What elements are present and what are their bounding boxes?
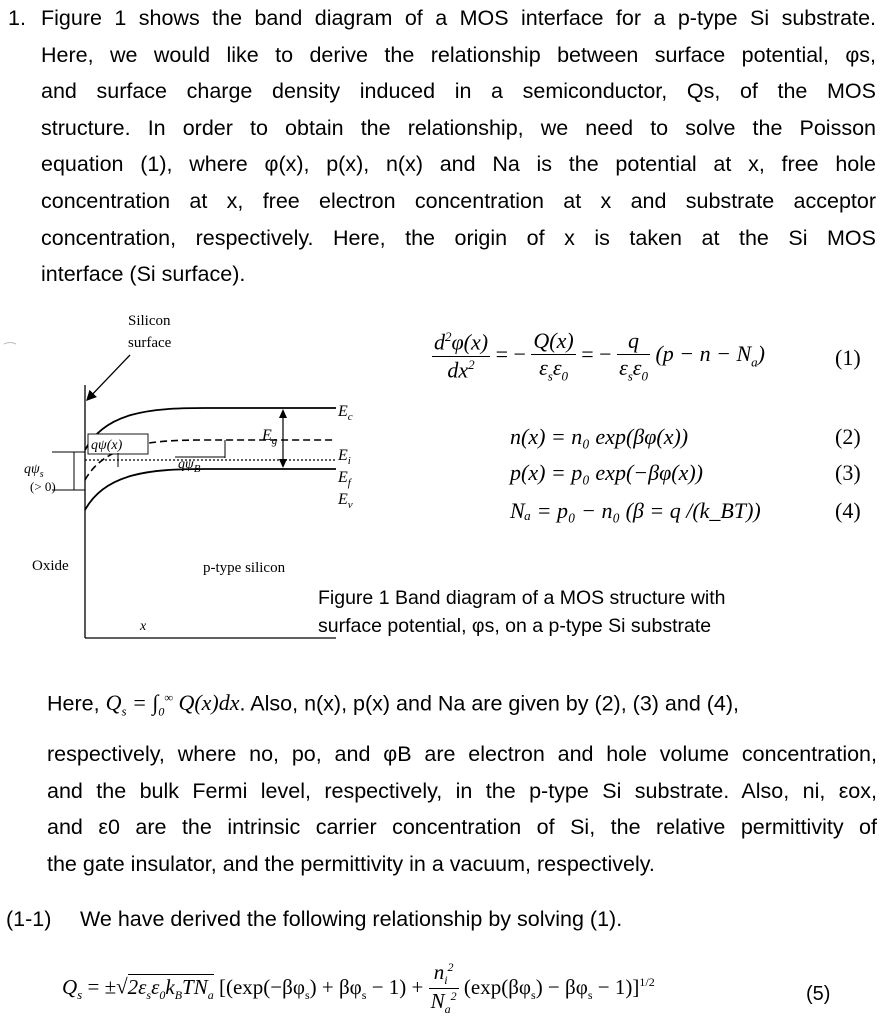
eq3-number: (3)	[835, 460, 861, 485]
qpsi-x-label: qψ(x)	[91, 438, 123, 453]
figure-caption	[318, 584, 726, 640]
para2-line-2: respectively, where no, po, and φB are electron and hole volume concentration,	[47, 742, 877, 766]
caption-line-1: Figure 1 Band diagram of a MOS structure with	[318, 587, 726, 609]
caption-line-2: surface potential, φs, on a p-type Si substrate	[318, 615, 712, 637]
eq2-number: (2)	[835, 424, 861, 449]
ef-label: $E_f$	[338, 469, 351, 489]
oxide-label: Oxide	[32, 558, 69, 574]
para2-line-5: the gate insulator, and the permittivity in a vacuum, respectively.	[47, 851, 655, 876]
margin-mark	[4, 343, 16, 345]
problem-number: 1.	[8, 6, 26, 30]
ptype-label: p-type silicon	[203, 560, 286, 576]
problem-line-6: concentration at x, free electron concentration at x and substrate acceptor	[41, 188, 876, 213]
equation-5: $Q_s = \pm√2\varepsilon_s\varepsilon_0k_BTN_a$ [$(\exp(-\beta\varphi_s) + \beta\varphi_s - 1)$ + $\frac{n_i^2}{N_a^2}$ $(\exp(\beta\varphi_s) - \beta\varphi_s - 1)]^{1/2}$	[62, 960, 655, 1017]
eg-arrow-head-bottom	[279, 459, 287, 468]
ev-band	[85, 469, 336, 510]
problem-line-5: equation (1), where φ(x), p(x), n(x) and Na is the potential at x, free hole	[41, 152, 876, 177]
problem-line-3: and surface charge density induced in a semiconductor, Qs, of the MOS	[41, 79, 876, 104]
subquestion-label: (1-1)	[6, 907, 52, 931]
equation-1: $\frac{d^2\varphi(x)}{dx^2}$ = − $\frac{Q(x)}{\varepsilon_s\varepsilon_0}$ = − $\frac{q}{\varepsilon_s\varepsilon_0}$ $(p - n - N_a)$	[434, 328, 765, 384]
eg-arrow-head-top	[279, 409, 287, 418]
surface-label: surface	[128, 335, 172, 351]
ec-label: $E_c$	[338, 403, 353, 423]
eq5-fraction: $\frac{n_i^2}{N_a^2}$	[430, 960, 457, 1017]
problem-line-1: Figure 1 shows the band diagram of a MOS interface for a p-type Si substrate.	[41, 6, 876, 30]
qpsib-label: $q\psi_B$	[178, 457, 201, 475]
equation-2: n(x) = n₀ exp(βφ(x))	[510, 424, 689, 449]
eq5-number: (5)	[806, 983, 831, 1005]
silicon-label: Silicon	[128, 313, 171, 329]
problem-line-8: interface (Si surface).	[41, 262, 246, 287]
problem-paragraph	[41, 0, 876, 293]
equation-4: Nₐ = p₀ − n₀ (β = q /(k_BT))	[510, 498, 761, 523]
eq1-rhs-fraction: $\frac{q}{\varepsilon_s\varepsilon_0}$	[619, 328, 648, 384]
ei-label: $E_i$	[338, 447, 351, 467]
qpsis-label: $q\psi_s$	[24, 462, 44, 480]
para2-line-1: Here, $Q_s = \int_0^\infty$ Q(x)dx. Also, n(x), p(x) and Na are given by (2), (3) and (4),	[47, 690, 740, 719]
subquestion-text: We have derived the following relationship by solving (1).	[80, 907, 623, 931]
surface-pointer-arrow	[87, 355, 130, 400]
eg-label: $E_g$	[262, 427, 278, 447]
eq1-mid-fraction: $\frac{Q(x)}{\varepsilon_s\varepsilon_0}$	[533, 328, 574, 384]
equation-3: p(x) = p₀ exp(−βφ(x))	[510, 460, 703, 485]
eq4-number: (4)	[835, 498, 861, 523]
qpsis-condition: (> 0)	[30, 479, 56, 494]
problem-line-2: Here, we would like to derive the relationship between surface potential, φs,	[41, 42, 876, 67]
eq1-number: (1)	[835, 345, 861, 370]
problem-line-4: structure. In order to obtain the relationship, we need to solve the Poisson	[41, 115, 876, 140]
eq1-lhs-fraction: $\frac{d^2\varphi(x)}{dx^2}$	[434, 329, 489, 383]
ev-label: $E_v$	[338, 491, 353, 511]
qs-integral: $Q_s = \int_0^\infty$ Q(x)dx	[105, 690, 240, 719]
para2-body	[47, 736, 877, 882]
problem-line-7: concentration, respectively. Here, the origin of x is taken at the Si MOS	[41, 225, 876, 250]
para2-line-3: and the bulk Fermi level, respectively, in the p-type Si substrate. Also, ni, εox,	[47, 778, 877, 803]
x-axis-label: x	[140, 619, 147, 634]
para2-line-4: and ε0 are the intrinsic carrier concentration of Si, the relative permittivity of	[47, 815, 877, 840]
